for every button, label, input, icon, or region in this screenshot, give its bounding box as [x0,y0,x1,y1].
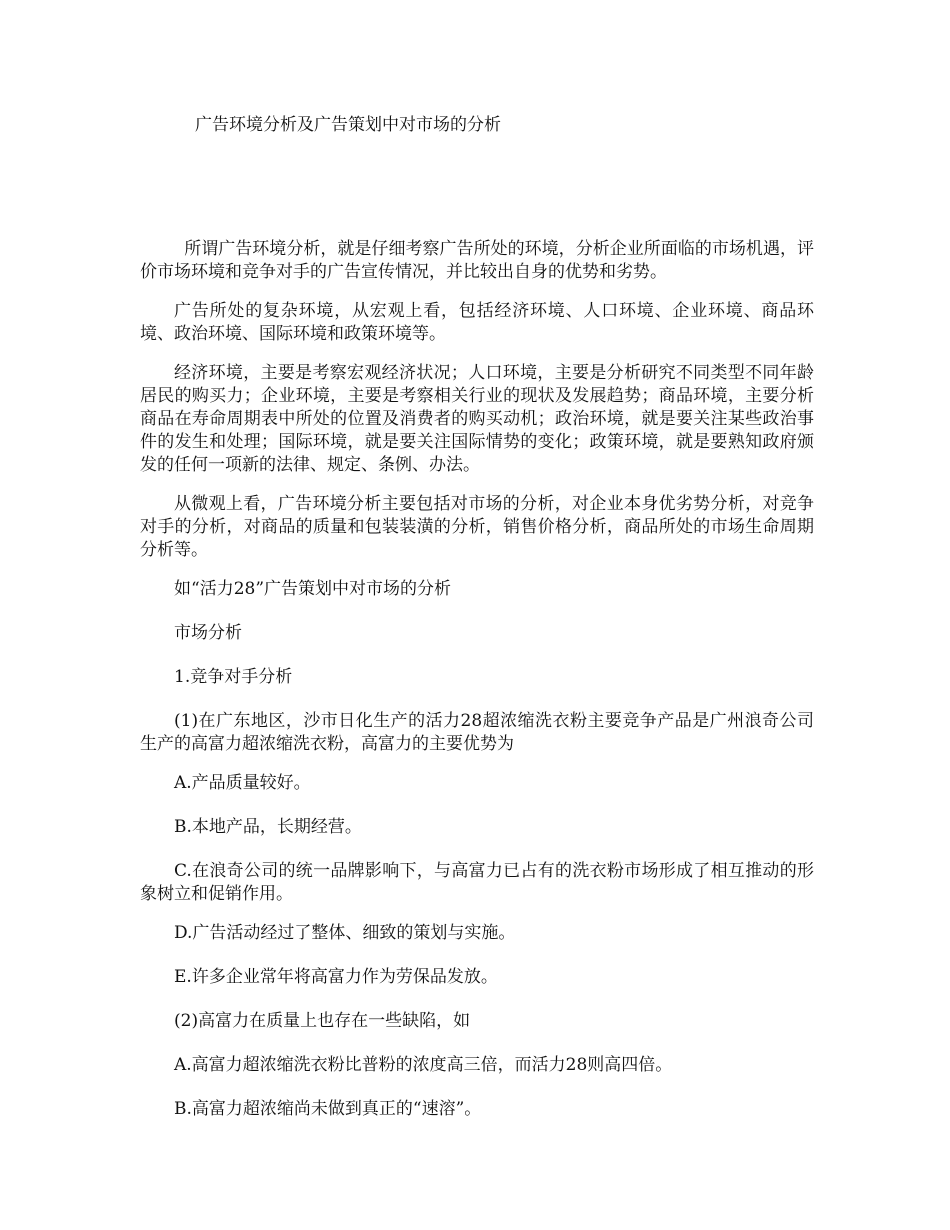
paragraph-market-analysis: 市场分析 [174,623,242,643]
paragraph-macro-environment: 广告所处的复杂环境，从宏观上看，包括经济环境、人口环境、企业环境、商品环境、政治环境、国际环境和政策环境等。 [140,301,814,344]
paragraph-quality-defects: (2)高富力在质量上也存在一些缺陷，如 [174,1011,471,1031]
list-item-a-quality: A.产品质量较好。 [174,773,311,793]
document-title: 广告环境分析及广告策划中对市场的分析 [195,115,501,135]
paragraph-guangdong-competition: (1)在广东地区，沙市日化生产的活力28超浓缩洗衣粉主要竞争产品是广州浪奇公司生产的高富力超浓缩洗衣粉，高富力的主要优势为 [140,711,814,754]
paragraph-intro: 所谓广告环境分析，就是仔细考察广告所处的环境，分析企业所面临的市场机遇，评价市场环境和竞争对手的广告宣传情况，并比较出自身的优势和劣势。 [140,239,814,282]
paragraph-environment-details: 经济环境，主要是考察宏观经济状况；人口环境，主要是分析研究不同类型不同年龄居民的购买力；企业环境，主要是考察相关行业的现状及发展趋势；商品环境，主要分析商品在寿命周期表中所处的位置及消费者的购买动机；政治环境，就是要关注某些政治事件的发生和处理；国际环境，就是要关注国际情势的变化；政策环境，就是要熟知政府颁发的任何一项新的法律、规定、条例、办法。 [140,363,814,475]
document-body [140,238,814,1142]
list-item-b-local-product: B.本地产品，长期经营。 [174,817,362,837]
paragraph-micro-environment: 从微观上看，广告环境分析主要包括对市场的分析，对企业本身优劣势分析，对竞争对手的分析，对商品的质量和包装装潢的分析，销售价格分析，商品所处的市场生命周期分析等。 [140,494,814,560]
paragraph-competitor-analysis: 1.竞争对手分析 [174,667,293,687]
list-item-d-advertising: D.广告活动经过了整体、细致的策划与实施。 [174,923,516,943]
list-item-b-dissolution: B.高富力超浓缩尚未做到真正的“速溶”。 [174,1099,482,1119]
list-item-a-concentration: A.高富力超浓缩洗衣粉比普粉的浓度高三倍，而活力28则高四倍。 [174,1055,673,1075]
paragraph-example-heading: 如“活力28”广告策划中对市场的分析 [174,579,452,599]
list-item-c-brand-effect: C.在浪奇公司的统一品牌影响下，与高富力已占有的洗衣粉市场形成了相互推动的形象树立和促销作用。 [140,861,814,904]
list-item-e-labor-protection: E.许多企业常年将高富力作为劳保品发放。 [174,967,498,987]
